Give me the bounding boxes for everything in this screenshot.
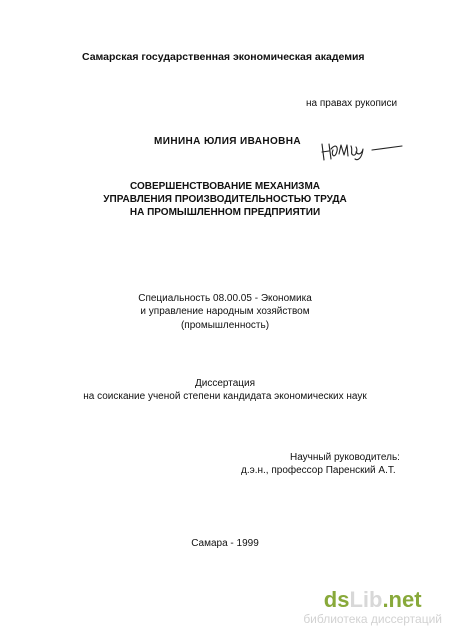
supervisor-name: д.э.н., профессор Паренский А.Т. bbox=[241, 465, 396, 476]
dissertation-type: Диссертация bbox=[194, 378, 256, 389]
degree-description: на соискание ученой степени кандидата экономических наук bbox=[83, 391, 367, 402]
author-name: МИНИНА ЮЛИЯ ИВАНОВНА bbox=[154, 136, 302, 147]
dissertation-title-line-1: СОВЕРШЕНСТВОВАНИЕ МЕХАНИЗМА bbox=[129, 181, 320, 192]
watermark-subtitle: библиотека диссертаций bbox=[303, 612, 442, 626]
watermark-logo bbox=[303, 588, 442, 612]
speciality-line-3: (промышленность) bbox=[180, 320, 270, 331]
watermark-logo-part-1: ds bbox=[323, 587, 350, 612]
watermark-logo-part-3: .net bbox=[382, 587, 422, 612]
supervisor-label: Научный руководитель: bbox=[290, 452, 400, 463]
watermark-logo-part-2: Lib bbox=[349, 587, 383, 612]
dslib-watermark bbox=[303, 588, 442, 626]
city-year: Самара - 1999 bbox=[191, 538, 259, 549]
speciality-line-1: Специальность 08.00.05 - Экономика bbox=[138, 293, 312, 304]
handwritten-signature bbox=[318, 134, 408, 166]
dissertation-title-line-3: НА ПРОМЫШЛЕННОМ ПРЕДПРИЯТИИ bbox=[129, 207, 321, 218]
academy-name: Самарская государственная экономическая академия bbox=[82, 51, 365, 63]
rights-note: на правах рукописи bbox=[306, 98, 398, 109]
dissertation-title-line-2: УПРАВЛЕНИЯ ПРОИЗВОДИТЕЛЬНОСТЬЮ ТРУДА bbox=[103, 194, 347, 205]
speciality-line-2: и управление народным хозяйством bbox=[140, 306, 310, 317]
